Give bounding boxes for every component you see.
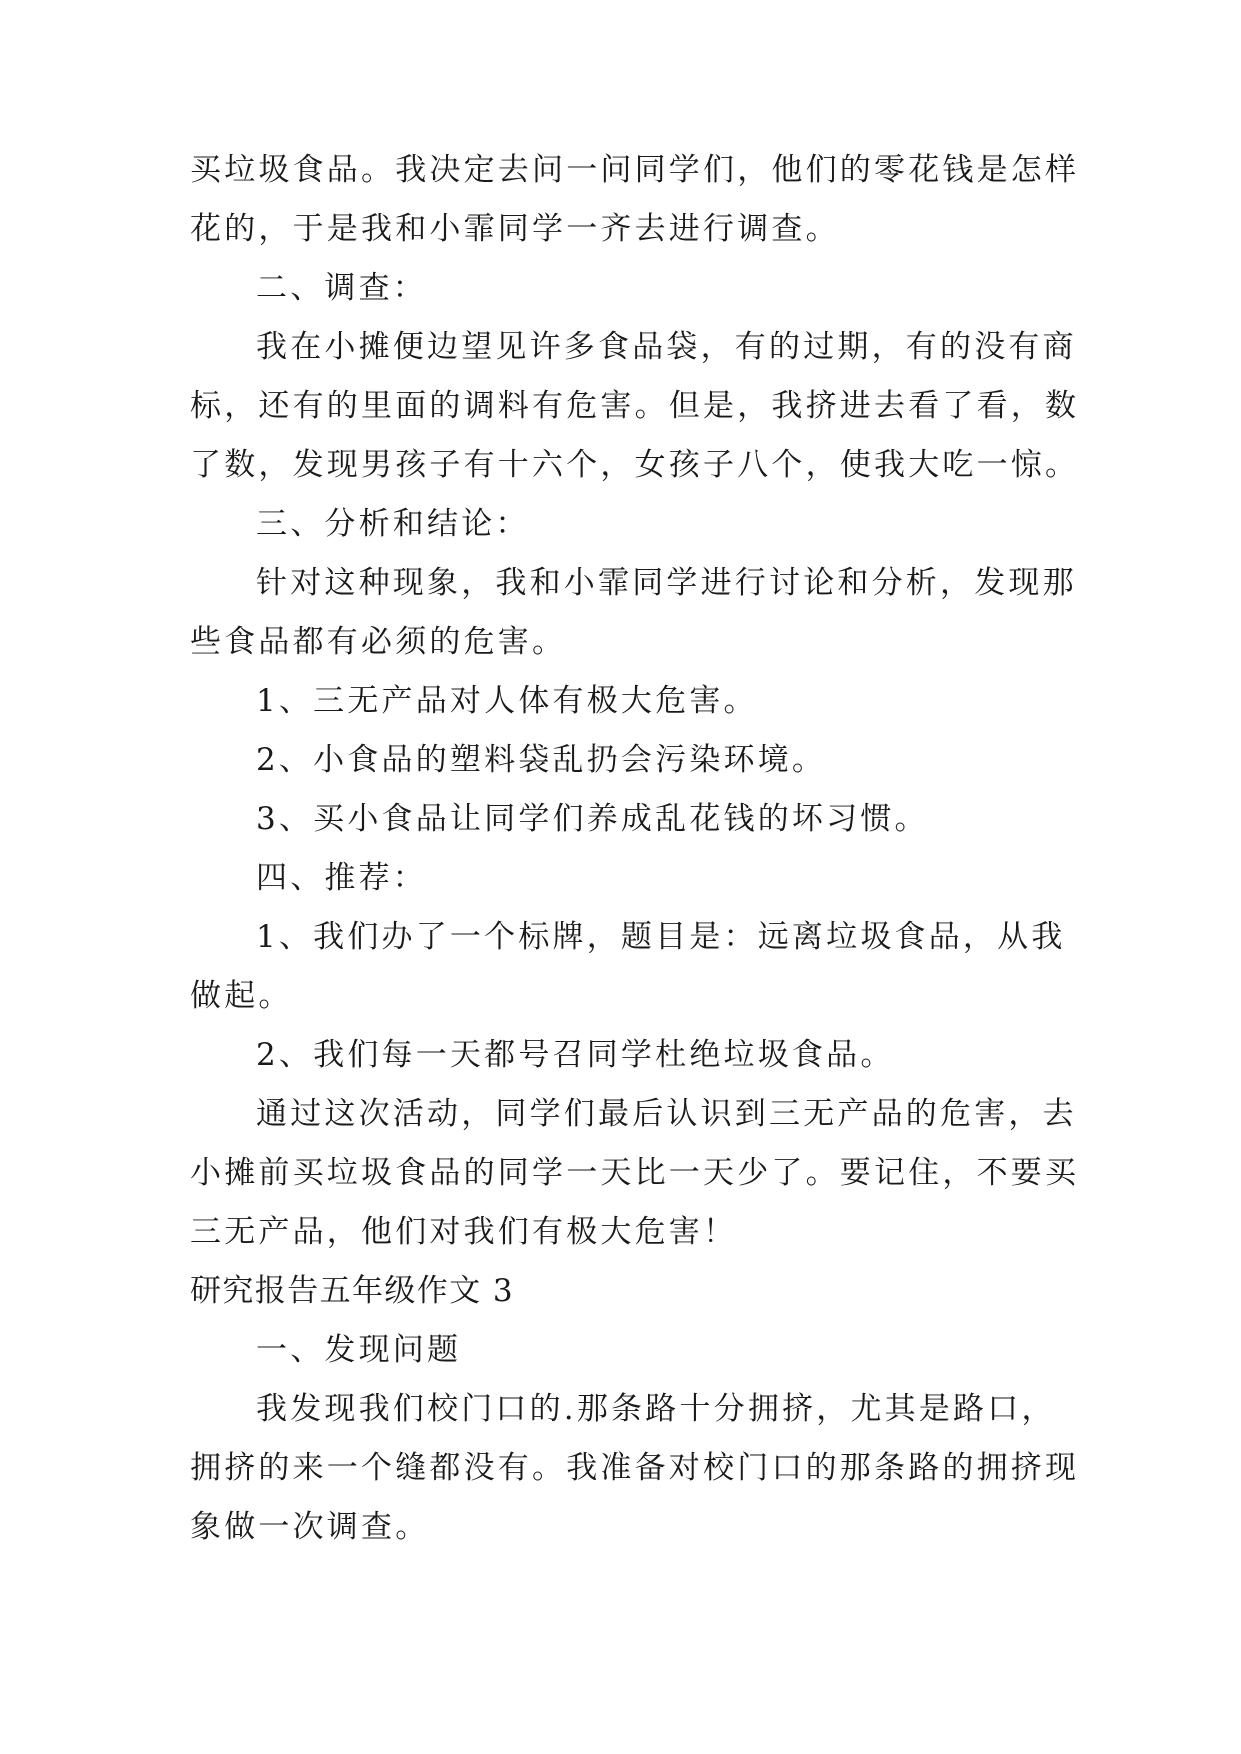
section-heading-survey: 二、调查： [256, 270, 427, 306]
text-line-8: 针对这种现象，我和小霏同学进行讨论和分析，发现那 [256, 565, 1077, 601]
text-line-24: 象做一次调查。 [190, 1509, 430, 1545]
essay-title: 研究报告五年级作文 3 [190, 1273, 514, 1309]
text-line-5: 标，还有的里面的调料有危害。但是，我挤进去看了看，数 [190, 388, 1080, 424]
text-line-22: 我发现我们校门口的.那条路十分拥挤，尤其是路口， [256, 1391, 1056, 1427]
text-line-1: 买垃圾食品。我决定去问一问同学们，他们的零花钱是怎样 [190, 152, 1080, 188]
text-line-4: 我在小摊便边望见许多食品袋，有的过期，有的没有商 [256, 329, 1077, 365]
text-line-17: 通过这次活动，同学们最后认识到三无产品的危害，去 [256, 1096, 1077, 1132]
text-line-23: 拥挤的来一个缝都没有。我准备对校门口的那条路的拥挤现 [190, 1450, 1080, 1486]
section-heading-analysis: 三、分析和结论： [256, 506, 530, 542]
section-heading-problem: 一、发现问题 [256, 1332, 462, 1368]
list-item-2: 2、小食品的塑料袋乱扔会污染环境。 [256, 742, 827, 778]
list-item-1: 1、三无产品对人体有极大危害。 [256, 683, 758, 719]
text-line-19: 三无产品，他们对我们有极大危害！ [190, 1214, 738, 1250]
text-line-15: 做起。 [190, 978, 293, 1014]
list-item-3: 3、买小食品让同学们养成乱花钱的坏习惯。 [256, 801, 929, 837]
text-line-6: 了数，发现男孩子有十六个，女孩子八个，使我大吃一惊。 [190, 447, 1080, 483]
recommend-item-2: 2、我们每一天都号召同学杜绝垃圾食品。 [256, 1037, 895, 1073]
text-line-2: 花的，于是我和小霏同学一齐去进行调查。 [190, 211, 840, 247]
section-heading-recommend: 四、推荐： [256, 860, 427, 896]
recommend-item-1: 1、我们办了一个标牌，题目是：远离垃圾食品，从我 [256, 919, 1066, 955]
text-line-9: 些食品都有必须的危害。 [190, 624, 567, 660]
text-line-18: 小摊前买垃圾食品的同学一天比一天少了。要记住，不要买 [190, 1155, 1080, 1191]
